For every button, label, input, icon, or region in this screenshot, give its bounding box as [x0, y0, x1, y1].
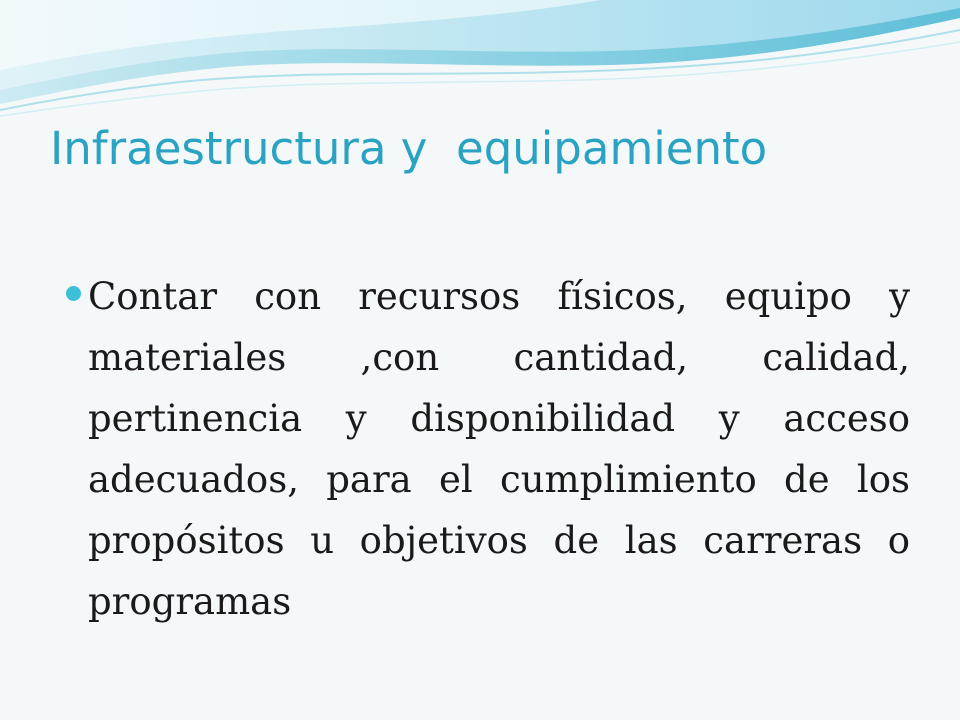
bullet-item	[66, 266, 910, 632]
bullet-dot-icon	[66, 286, 81, 301]
header-wave-decoration	[0, 0, 960, 120]
bullet-list	[66, 266, 910, 632]
slide-title: Infraestructura y equipamiento	[50, 122, 768, 175]
bullet-text: Contar con recursos físicos, equipo y materiales ,con cantidad, calidad, pertinencia y disponibilidad y acceso adecuados, para el cumplimiento de los propósitos u objetivos de las carreras o programas	[88, 275, 910, 623]
